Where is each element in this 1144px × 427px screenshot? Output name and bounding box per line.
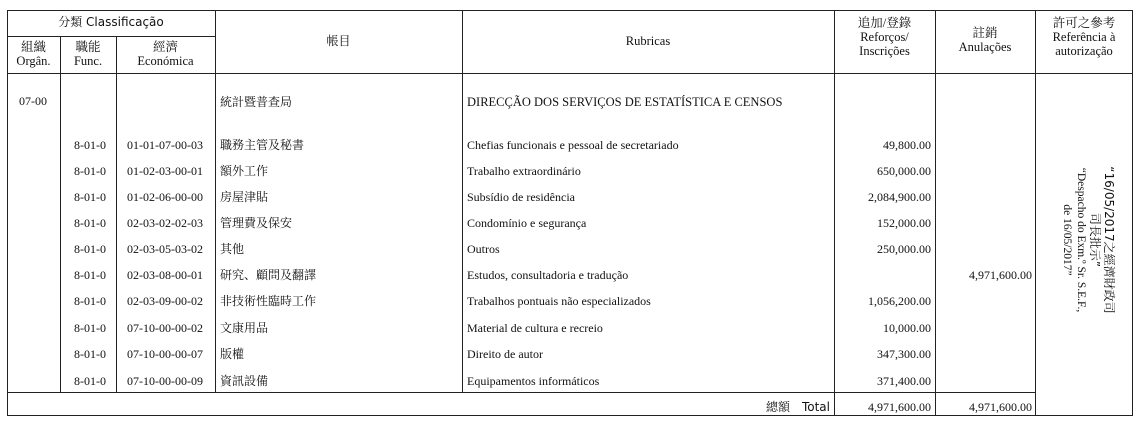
- row-reforco: 250,000.00: [877, 242, 931, 256]
- row-account-cn: 房屋津貼: [220, 190, 269, 204]
- row-rubrica-pt: Condomínio e segurança: [467, 216, 587, 230]
- header-func: 職能 Func.: [73, 40, 103, 68]
- authorization-line-4: de 16/05/2017”: [1061, 204, 1073, 276]
- header-anulacoes: 註銷 Anulações: [958, 26, 1012, 54]
- row-func: 8-01-0: [74, 216, 106, 230]
- row-rubrica-pt: Subsídio de residência: [467, 190, 575, 204]
- authorization-text: [1060, 166, 1116, 313]
- organ-name-cn: 統計暨普查局: [220, 95, 293, 109]
- header-bottom-line: [7, 73, 1133, 74]
- authorization-line-3: “Despacho do Exm.º Sr. S.E.F.,: [1075, 167, 1087, 313]
- divider-econ-account: [215, 10, 216, 392]
- divider-anulacoes-referencia: [1035, 10, 1036, 416]
- row-econ: 01-01-07-00-03: [127, 138, 203, 152]
- row-reforco: 152,000.00: [877, 216, 931, 230]
- row-reforco: 49,800.00: [883, 138, 931, 152]
- classification-underline: [7, 36, 215, 37]
- header-econ: 經濟 Económica: [137, 40, 194, 68]
- row-func: 8-01-0: [74, 138, 106, 152]
- row-rubrica-pt: Equipamentos informáticos: [467, 374, 600, 388]
- row-rubrica-pt: Direito de autor: [467, 347, 543, 361]
- row-account-cn: 其他: [220, 242, 245, 256]
- row-func: 8-01-0: [74, 374, 106, 388]
- header-classification: 分類 Classificação: [58, 15, 164, 29]
- organ-code: 07-00: [19, 94, 47, 108]
- row-func: 8-01-0: [74, 190, 106, 204]
- total-reforcos: 4,971,600.00: [868, 400, 931, 414]
- row-func: 8-01-0: [74, 347, 106, 361]
- row-rubrica-pt: Outros: [467, 242, 500, 256]
- row-func: 8-01-0: [74, 242, 106, 256]
- divider-func-econ: [116, 36, 117, 392]
- row-rubrica-pt: Chefias funcionais e pessoal de secretariado: [467, 138, 679, 152]
- row-account-cn: 職務主管及秘書: [220, 138, 305, 152]
- row-func: 8-01-0: [74, 268, 106, 282]
- row-reforco: 1,056,200.00: [868, 294, 931, 308]
- row-account-cn: 管理費及保安: [220, 216, 293, 230]
- header-account-cn: 帳目: [326, 34, 351, 48]
- total-label: 總額 Total: [765, 400, 830, 414]
- row-econ: 07-10-00-00-09: [127, 374, 203, 388]
- row-anulacao: 4,971,600.00: [969, 268, 1032, 282]
- header-reforcos: 追加/登錄 Reforços/ Inscrições: [857, 16, 912, 58]
- row-econ: 02-03-08-00-01: [127, 268, 203, 282]
- row-account-cn: 文康用品: [220, 321, 269, 335]
- row-account-cn: 版權: [220, 347, 245, 361]
- header-rubricas: Rubricas: [625, 34, 671, 48]
- row-account-cn: 額外工作: [220, 164, 269, 178]
- total-top-line: [7, 392, 1035, 393]
- authorization-line-1: “16/05/2017之經濟財政司: [1102, 166, 1116, 314]
- row-func: 8-01-0: [74, 294, 106, 308]
- row-account-cn: 非技術性臨時工作: [220, 294, 317, 308]
- row-econ: 07-10-00-00-07: [127, 347, 203, 361]
- row-econ: 02-03-05-03-02: [127, 242, 203, 256]
- row-rubrica-pt: Estudos, consultadoria e tradução: [467, 268, 629, 282]
- row-reforco: 347,300.00: [877, 347, 931, 361]
- organ-name-pt: DIRECÇÃO DOS SERVIÇOS DE ESTATÍSTICA E CENSOS: [467, 95, 783, 109]
- authorization-line-2: 司長批示”: [1088, 212, 1102, 268]
- row-econ: 01-02-06-00-00: [127, 190, 203, 204]
- row-econ: 01-02-03-00-01: [127, 164, 203, 178]
- row-rubrica-pt: Material de cultura e recreio: [467, 321, 603, 335]
- divider-organ-func: [60, 36, 61, 392]
- divider-account-rubricas: [462, 10, 463, 392]
- header-referencia: 許可之參考 Referência à autorização: [1052, 16, 1116, 58]
- row-econ: 07-10-00-00-02: [127, 321, 203, 335]
- row-reforco: 650,000.00: [877, 164, 931, 178]
- row-func: 8-01-0: [74, 321, 106, 335]
- row-rubrica-pt: Trabalho extraordinário: [467, 164, 581, 178]
- row-econ: 02-03-09-00-02: [127, 294, 203, 308]
- row-rubrica-pt: Trabalhos pontuais não especializados: [467, 294, 651, 308]
- authorization-reference: [1048, 166, 1128, 314]
- row-econ: 02-03-02-02-03: [127, 216, 203, 230]
- row-reforco: 2,084,900.00: [868, 190, 931, 204]
- row-account-cn: 資訊設備: [220, 374, 269, 388]
- header-organ: 組織 Orgân.: [16, 40, 51, 68]
- row-account-cn: 研究、顧問及翻譯: [220, 268, 317, 282]
- row-func: 8-01-0: [74, 164, 106, 178]
- total-anulacoes: 4,971,600.00: [969, 400, 1032, 414]
- row-reforco: 371,400.00: [877, 374, 931, 388]
- divider-reforcos-anulacoes: [935, 10, 936, 416]
- row-reforco: 10,000.00: [883, 321, 931, 335]
